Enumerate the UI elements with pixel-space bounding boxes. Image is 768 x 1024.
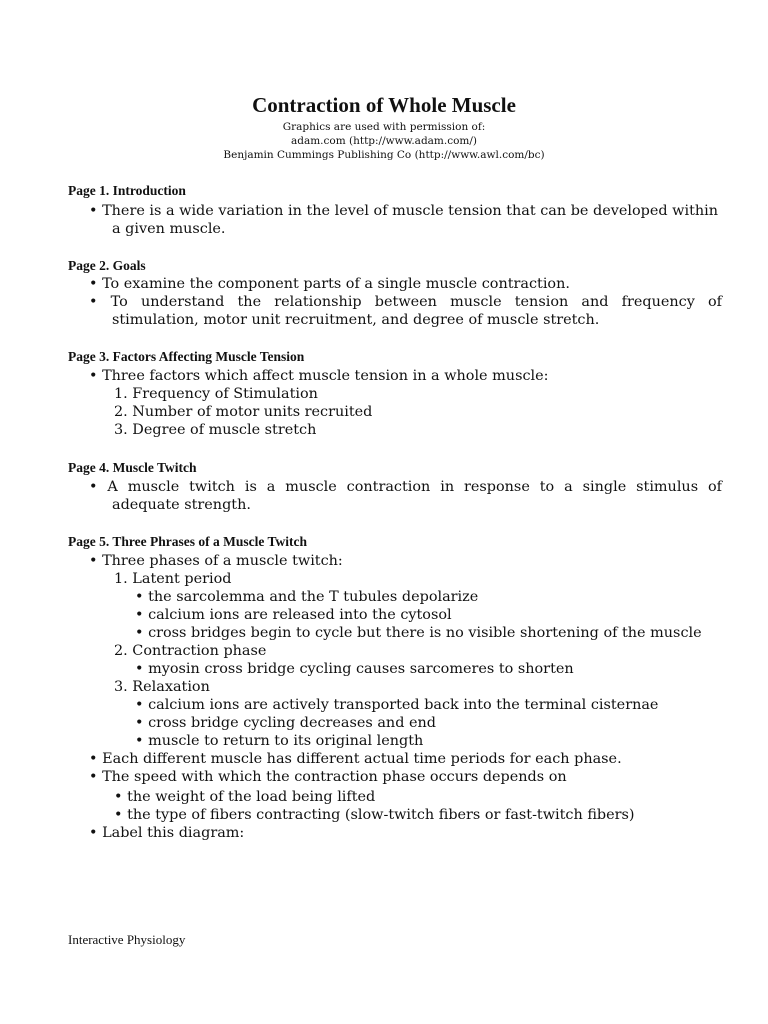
section-heading: Page 5. Three Phrases of a Muscle Twitch: [68, 534, 307, 549]
numbered-item: 2. Contraction phase: [114, 643, 267, 659]
credit-line: Graphics are used with permission of:: [282, 121, 486, 133]
bullet-continuation: stimulation, motor unit recruitment, and degree of muscle stretch.: [112, 312, 600, 328]
numbered-item: 3. Degree of muscle stretch: [114, 422, 317, 438]
bullet-line: • Each different muscle has different actual time periods for each phase.: [89, 751, 622, 767]
sub-bullet: • the sarcolemma and the T tubules depolarize: [135, 589, 479, 605]
credit-line: Benjamin Cummings Publishing Co (http://www.awl.com/bc): [223, 149, 545, 161]
bullet-line: • There is a wide variation in the level of muscle tension that can be developed within: [89, 203, 718, 219]
sub-bullet: • the type of fibers contracting (slow-twitch fibers or fast-twitch fibers): [114, 807, 635, 823]
section-heading: Page 3. Factors Affecting Muscle Tension: [68, 349, 305, 364]
sub-bullet: • myosin cross bridge cycling causes sarcomeres to shorten: [135, 661, 574, 677]
section-heading: Page 1. Introduction: [68, 183, 186, 198]
sub-bullet: • calcium ions are actively transported back into the terminal cisternae: [135, 697, 659, 713]
bullet-line: • The speed with which the contraction phase occurs depends on: [89, 769, 567, 785]
bullet-continuation: adequate strength.: [112, 497, 251, 513]
bullet-line: • To understand the relationship between muscle tension and frequency of: [89, 294, 722, 310]
numbered-item: 2. Number of motor units recruited: [114, 404, 373, 420]
bullet-line: • Three factors which affect muscle tension in a whole muscle:: [89, 368, 549, 384]
sub-bullet: • cross bridges begin to cycle but there is no visible shortening of the muscle: [135, 625, 702, 641]
numbered-item: 3. Relaxation: [114, 679, 210, 695]
section-heading: Page 2. Goals: [68, 258, 146, 273]
sub-bullet: • calcium ions are released into the cytosol: [135, 607, 452, 623]
document-title: Contraction of Whole Muscle: [252, 93, 516, 117]
bullet-continuation: a given muscle.: [112, 221, 226, 237]
bullet-line: • A muscle twitch is a muscle contraction in response to a single stimulus of: [89, 479, 722, 495]
bullet-line: • To examine the component parts of a single muscle contraction.: [89, 276, 570, 292]
sub-bullet: • cross bridge cycling decreases and end: [135, 715, 436, 731]
page-footer: Interactive Physiology: [68, 932, 186, 947]
numbered-item: 1. Frequency of Stimulation: [114, 386, 318, 402]
numbered-item: 1. Latent period: [114, 571, 232, 587]
bullet-line: • Label this diagram:: [89, 825, 245, 841]
sub-bullet: • the weight of the load being lifted: [114, 789, 376, 805]
section-heading: Page 4. Muscle Twitch: [68, 460, 197, 475]
credit-line: adam.com (http://www.adam.com/): [290, 135, 478, 147]
sub-bullet: • muscle to return to its original length: [135, 733, 424, 749]
bullet-line: • Three phases of a muscle twitch:: [89, 553, 343, 569]
